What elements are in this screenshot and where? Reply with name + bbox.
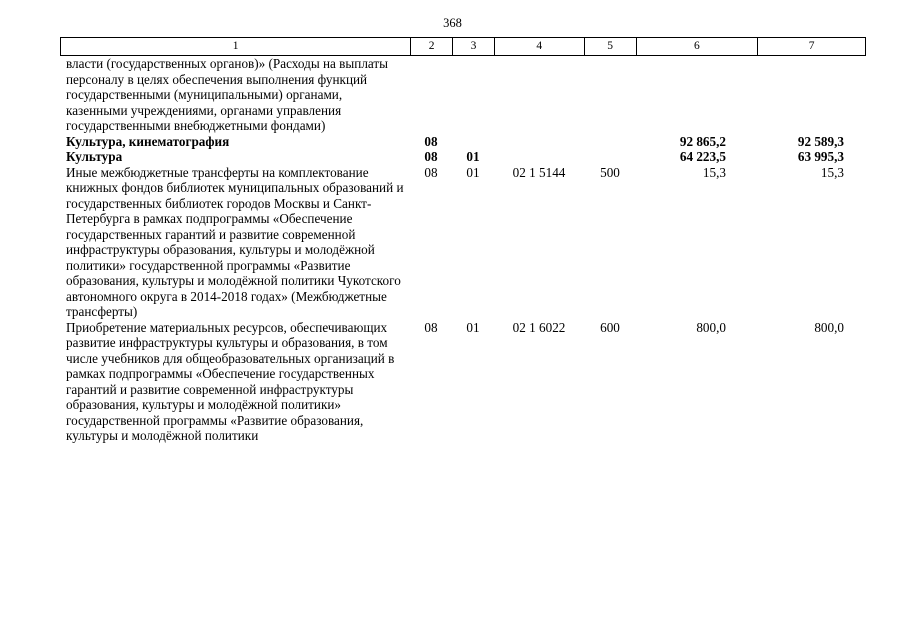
row-col-3-cell: 01 <box>466 149 480 164</box>
header-col-3: 3 <box>452 38 494 55</box>
row-name-cell: Приобретение материальных ресурсов, обеспечивающих развитие инфраструктуры культуры и образования, в том числе учебников для общеобразовательных организаций в рамках подпрограммы «Обеспечение государственных гарантий и развитие современной инфраструктуры образования, культуры и молодёжной политики» государственной программы «Развитие образования, культуры и молодёжной политики <box>66 319 395 443</box>
table-row <box>60 320 866 444</box>
row-col-7-cell: 92 589,3 <box>797 133 844 149</box>
row-col-2-cell <box>410 56 452 134</box>
row-col-7-cell: 800,0 <box>814 319 844 335</box>
header-col-4: 4 <box>494 38 584 55</box>
row-col-6-cell: 15,3 <box>702 164 726 180</box>
row-col-6-cell: 64 223,5 <box>679 149 726 164</box>
row-col-6-cell: 800,0 <box>696 319 726 335</box>
table-row <box>60 56 866 134</box>
table-row <box>60 165 866 320</box>
row-col-6-cell: 92 865,2 <box>679 133 726 149</box>
row-col-4-cell: 02 1 5144 <box>512 164 566 180</box>
row-col-3-cell <box>452 134 494 150</box>
header-col-5: 5 <box>584 38 636 55</box>
table-row <box>60 149 866 165</box>
row-name-cell: Иные межбюджетные трансферты на комплектование книжных фондов библиотек муниципальных образований и государственных библиотек городов Москвы и Санкт-Петербурга в рамках подпрограммы «Обеспечение государственных гарантий и развитие современной инфраструктуры образования, культуры и молодёжной политики» государственной программы «Развитие образования, культуры и молодёжной политики Чукотского автономного округа в 2014-2018 годах» (Межбюджетные трансферты) <box>66 164 404 319</box>
budget-table <box>60 37 866 444</box>
row-col-4-cell <box>494 56 584 134</box>
row-col-2-cell: 08 <box>424 133 438 149</box>
row-col-5-cell: 500 <box>600 164 620 180</box>
row-name-cell: власти (государственных органов)» (Расходы на выплаты персоналу в целях обеспечения выполнения функций государственными (муниципальными) органами, казенными учреждениями, органами управления государственными внебюджетными фондами) <box>66 56 389 133</box>
table-body <box>60 56 866 444</box>
header-col-2: 2 <box>410 38 452 55</box>
table-header <box>60 37 866 56</box>
row-col-5-cell: 600 <box>600 319 620 335</box>
header-col-6: 6 <box>636 38 758 55</box>
page-number: 368 <box>443 16 462 30</box>
row-col-7-cell: 15,3 <box>820 164 844 180</box>
row-col-6-cell <box>636 56 758 134</box>
header-col-1: 1 <box>232 40 239 52</box>
row-col-2-cell: 08 <box>424 164 438 180</box>
row-col-3-cell: 01 <box>466 164 480 180</box>
row-col-2-cell: 08 <box>424 319 438 335</box>
table-row <box>60 134 866 150</box>
row-col-4-cell <box>494 149 584 165</box>
row-col-3-cell: 01 <box>466 319 480 335</box>
row-col-4-cell: 02 1 6022 <box>512 319 566 335</box>
row-col-5-cell <box>584 149 636 165</box>
row-col-7-cell <box>758 56 866 134</box>
row-name-cell: Культура, кинематография <box>66 133 230 149</box>
header-col-7: 7 <box>757 38 865 55</box>
row-col-3-cell <box>452 56 494 134</box>
row-col-2-cell: 08 <box>424 149 438 164</box>
row-col-7-cell: 63 995,3 <box>797 149 844 164</box>
row-name-cell: Культура <box>66 149 123 164</box>
row-col-5-cell <box>584 56 636 134</box>
row-col-4-cell <box>494 134 584 150</box>
row-col-5-cell <box>584 134 636 150</box>
